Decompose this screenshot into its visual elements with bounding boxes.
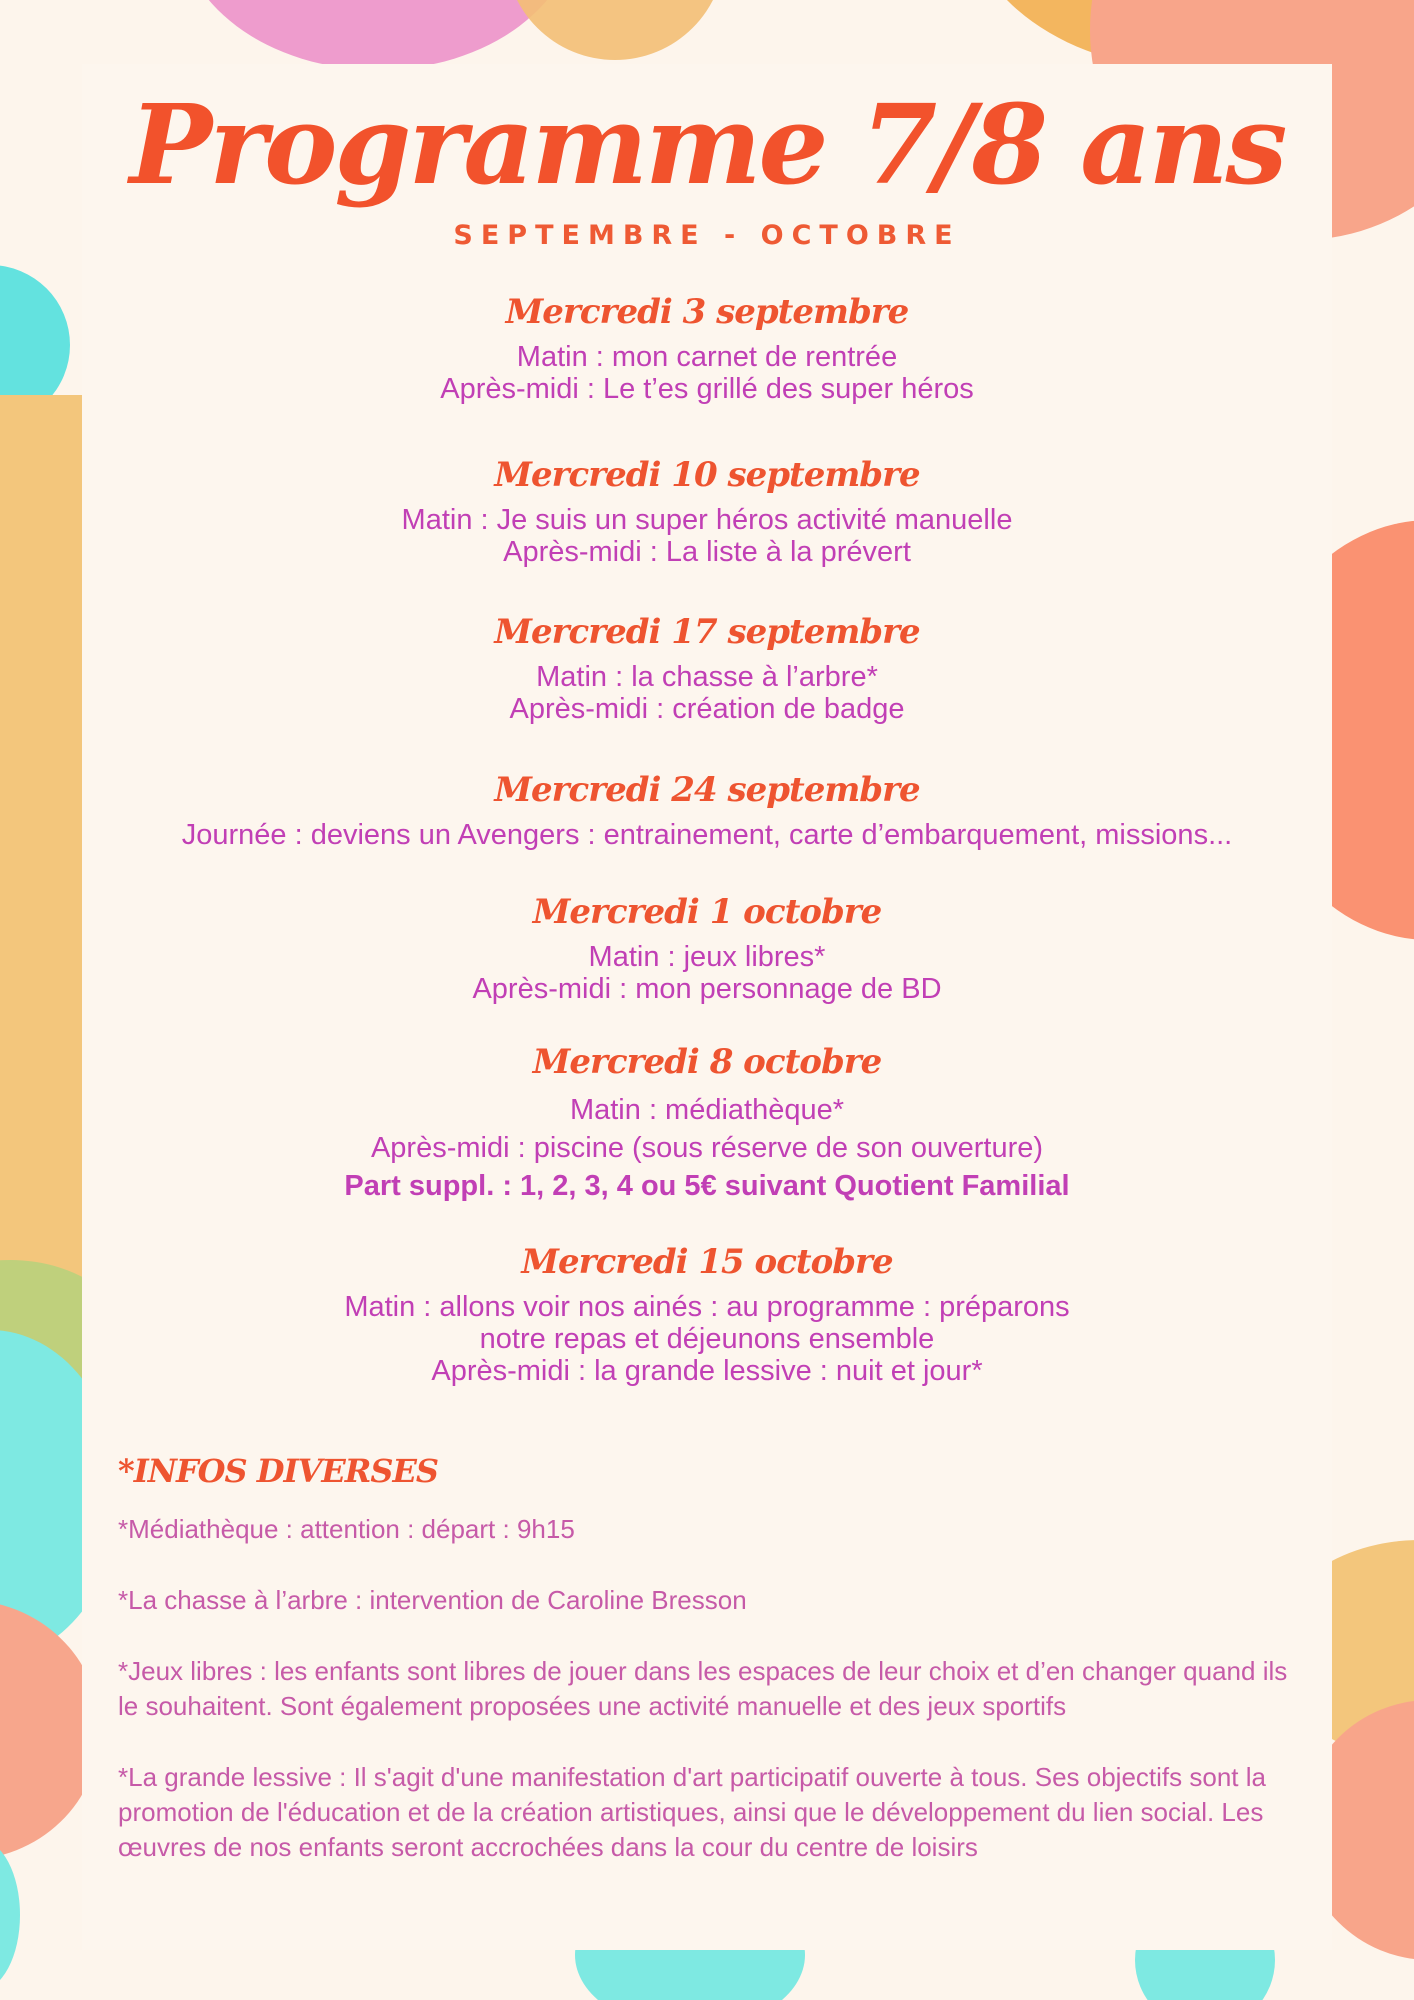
day-heading: Mercredi 3 septembre bbox=[505, 292, 909, 332]
day-block-24-septembre bbox=[82, 772, 1332, 851]
yellow-circle-shape bbox=[505, 0, 725, 60]
activity-line: Matin : médiathèque* bbox=[569, 1094, 845, 1127]
day-block-15-octobre bbox=[82, 1244, 1332, 1387]
activity-line: Matin : jeux libres* bbox=[588, 941, 826, 974]
infos-section bbox=[118, 1452, 1308, 1901]
day-block-1-octobre bbox=[82, 894, 1332, 1005]
day-block-3-septembre bbox=[82, 294, 1332, 405]
activity-line: Après-midi : création de badge bbox=[509, 693, 905, 726]
info-item-jeux-libres: *Jeux libres : les enfants sont libres de jouer dans les espaces de leur choix et d’en changer quand ils le souhaitent. Sont également proposées une activité manuelle et des jeux sportifs bbox=[118, 1656, 1288, 1721]
day-heading: Mercredi 15 octobre bbox=[521, 1242, 893, 1282]
day-block-8-octobre bbox=[82, 1044, 1332, 1205]
day-heading: Mercredi 10 septembre bbox=[494, 455, 920, 495]
activity-line: Matin : la chasse à l’arbre* bbox=[536, 661, 878, 694]
activity-line: notre repas et déjeunons ensemble bbox=[479, 1323, 935, 1356]
pink-circle-shape bbox=[178, 0, 578, 70]
activity-line: Après-midi : Le t’es grillé des super héros bbox=[440, 373, 974, 406]
activity-line: Matin : mon carnet de rentrée bbox=[516, 341, 898, 374]
activity-line: Après-midi : mon personnage de BD bbox=[472, 973, 942, 1006]
activity-line: Après-midi : la grande lessive : nuit et jour* bbox=[431, 1355, 983, 1388]
infos-heading: *INFOS DIVERSES bbox=[118, 1452, 438, 1490]
yellow-band-shape-left bbox=[0, 395, 82, 1295]
info-item-chasse-arbre: *La chasse à l’arbre : intervention de Caroline Bresson bbox=[118, 1585, 747, 1615]
info-item-mediatheque: *Médiathèque : attention : départ : 9h15 bbox=[118, 1514, 575, 1544]
page-title: Programme 7/8 ans bbox=[129, 80, 1285, 209]
info-item-grande-lessive: *La grande lessive : Il s'agit d'une manifestation d'art participatif ouverte à tous. Ses objectifs sont la promotion de l'éducation et de la création artistiques, ainsi que le développement du lien social. Les œuvres de nos enfants seront accrochées dans la cour du centre de loisirs bbox=[118, 1762, 1266, 1862]
price-note: Part suppl. : 1, 2, 3, 4 ou 5€ suivant Quotient Familial bbox=[344, 1170, 1070, 1203]
cyan-circle-shape-bottom-left bbox=[0, 1840, 20, 1990]
activity-line: Après-midi : La liste à la prévert bbox=[503, 536, 911, 569]
activity-line: Après-midi : piscine (sous réserve de son ouverture) bbox=[370, 1132, 1044, 1165]
activity-line: Journée : deviens un Avengers : entrainement, carte d’embarquement, missions... bbox=[181, 819, 1233, 852]
activity-line: Matin : Je suis un super héros activité manuelle bbox=[401, 504, 1013, 537]
day-block-17-septembre bbox=[82, 614, 1332, 725]
page-subtitle: SEPTEMBRE - OCTOBRE bbox=[453, 220, 961, 251]
day-heading: Mercredi 17 septembre bbox=[494, 612, 920, 652]
day-heading: Mercredi 1 octobre bbox=[532, 892, 882, 932]
day-heading: Mercredi 8 octobre bbox=[532, 1042, 882, 1082]
day-heading: Mercredi 24 septembre bbox=[494, 770, 920, 810]
day-block-10-septembre bbox=[82, 457, 1332, 568]
activity-line: Matin : allons voir nos ainés : au programme : préparons bbox=[344, 1291, 1070, 1324]
